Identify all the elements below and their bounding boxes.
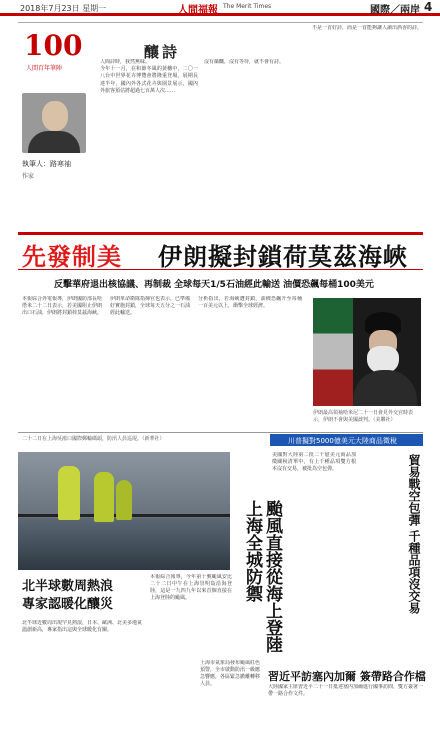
author-name: 執筆人：路寒袖 — [22, 160, 71, 168]
khamenei-caption: 伊朗最高領袖哈米尼二十一日會見外交官時表示，伊朗不會與美國談判。（美聯社） — [313, 410, 414, 423]
typhoon-headline: 颱風直接從海上登陸 上海全城防禦 — [242, 500, 282, 653]
issue-date: 2018年7月23日 星期一 — [20, 4, 107, 13]
khamenei-photo — [313, 298, 421, 406]
headline-banner — [18, 232, 423, 270]
poem-column — [18, 22, 423, 182]
worker-raincoat — [116, 480, 132, 520]
typhoon-caption: 二十二日在上海吳淞口國際郵輪碼頭，防汛人員巡堤。（新華社） — [22, 436, 165, 442]
section-name: 國際／兩岸 — [370, 5, 420, 16]
iran-story-col-1: 本報綜合外電報導，伊朗國防部長哈塔米二十二日表示，若美國阻止伊朗出口石油，伊朗將封鎖荷莫茲海峽。 — [22, 296, 102, 317]
headline-red: 先發制美 — [22, 243, 122, 271]
poem-paragraph: 不是一首好詩，而是一首能夠讓人讀出酒香的詩。 — [312, 25, 422, 31]
poem-text-col-3 — [312, 25, 422, 179]
brand-logo-text: 人間福報 — [178, 5, 218, 16]
brand-english: The Merit Times — [223, 3, 272, 10]
iran-flag — [313, 298, 353, 406]
trade-story-body: 美國對大陸第二批二千億美元商品加徵關稅清單中，有上千種品項雙方根本沒有交易，被批為空包彈。 — [272, 452, 356, 473]
heat-headline-line-2: 專家認暖化釀災 — [22, 597, 114, 612]
xi-story-body: 大陸國家主席習近平二十一日抵達塞內加爾進行國事訪問，雙方簽署一帶一路合作文件。 — [268, 684, 423, 698]
typhoon-photo — [18, 452, 230, 570]
poem-paragraph: 沒有蘊釀，沒有等待，就不會有詩。 — [204, 59, 285, 65]
centennial-logo — [20, 29, 100, 75]
iran-story-col-2: 伊朗革命衛隊指揮官也表示，已準備好實施封鎖，全球每天五分之一石油經此輸送。 — [110, 296, 190, 317]
worker-raincoat — [58, 466, 80, 520]
author-photo — [22, 93, 86, 153]
headline-black: 伊朗擬封鎖荷莫茲海峽 — [158, 243, 408, 271]
author-title: 作家 — [22, 173, 35, 180]
poem-text-col-1 — [100, 59, 198, 179]
trade-strip — [270, 434, 423, 446]
logo-caption: 人間百年筆陣 — [26, 65, 63, 72]
poem-text-col-2 — [204, 59, 304, 179]
page-number: 4 — [424, 0, 433, 14]
iran-story-col-3: 分析指出，若海峽遭封鎖，油價恐飆升至每桶一百美元以上，衝擊全球經濟。 — [198, 296, 302, 310]
headline-subhead: 反擊華府退出核協議、再制裁 全球每天1/5石油經此輸送 油價恐飆每桶100美元 — [54, 280, 374, 290]
poem-paragraph: 人間詩時，我然無味。 — [100, 59, 151, 65]
poem-title: 釀詩 — [144, 43, 181, 61]
logo-number: 100 — [24, 29, 83, 62]
typhoon-story-col-1: 本報綜合報導，今年第十號颱風安比二十二日中午在上海崇明島沿海登陸，這是一九四九年以來首個直接在上海登陸的颱風。 — [150, 574, 232, 602]
heat-headline-line-1: 北半球數周熱浪 — [22, 579, 114, 594]
sea — [18, 518, 230, 570]
worker-raincoat — [94, 472, 114, 522]
divider — [18, 432, 423, 433]
author-shirt — [28, 131, 80, 153]
heat-headline — [22, 578, 113, 614]
author-face — [42, 101, 68, 131]
xi-headline: 習近平訪塞內加爾 簽帶路合作檔 — [268, 670, 426, 683]
typhoon-story-col-2: 上海市氣象局發布颱風紅色預警，全市啟動防汛一級應急響應，各區緊急撤離轉移人員。 — [200, 660, 260, 688]
robe — [353, 370, 417, 406]
trade-headline: 貿易戰空包彈 千種品項沒交易 — [407, 454, 421, 615]
heat-story-body: 北半球近數周出現罕見熱浪，日本、歐洲、北美多地氣溫創新高，專家指出這與全球暖化有關。 — [22, 620, 142, 634]
trade-strip-text: 川普擬對5000億美元大陸商品徵稅 — [288, 437, 397, 445]
poem-paragraph: 今年十一月，在和節冬風的黃穗中，二〇一八台中世界花卉博覽會將隆重登場，展期長達半年，國內外各式花卉與園景展示，國內外旅客預估將超過七百萬人次…… — [100, 66, 198, 94]
page-header — [0, 0, 440, 16]
